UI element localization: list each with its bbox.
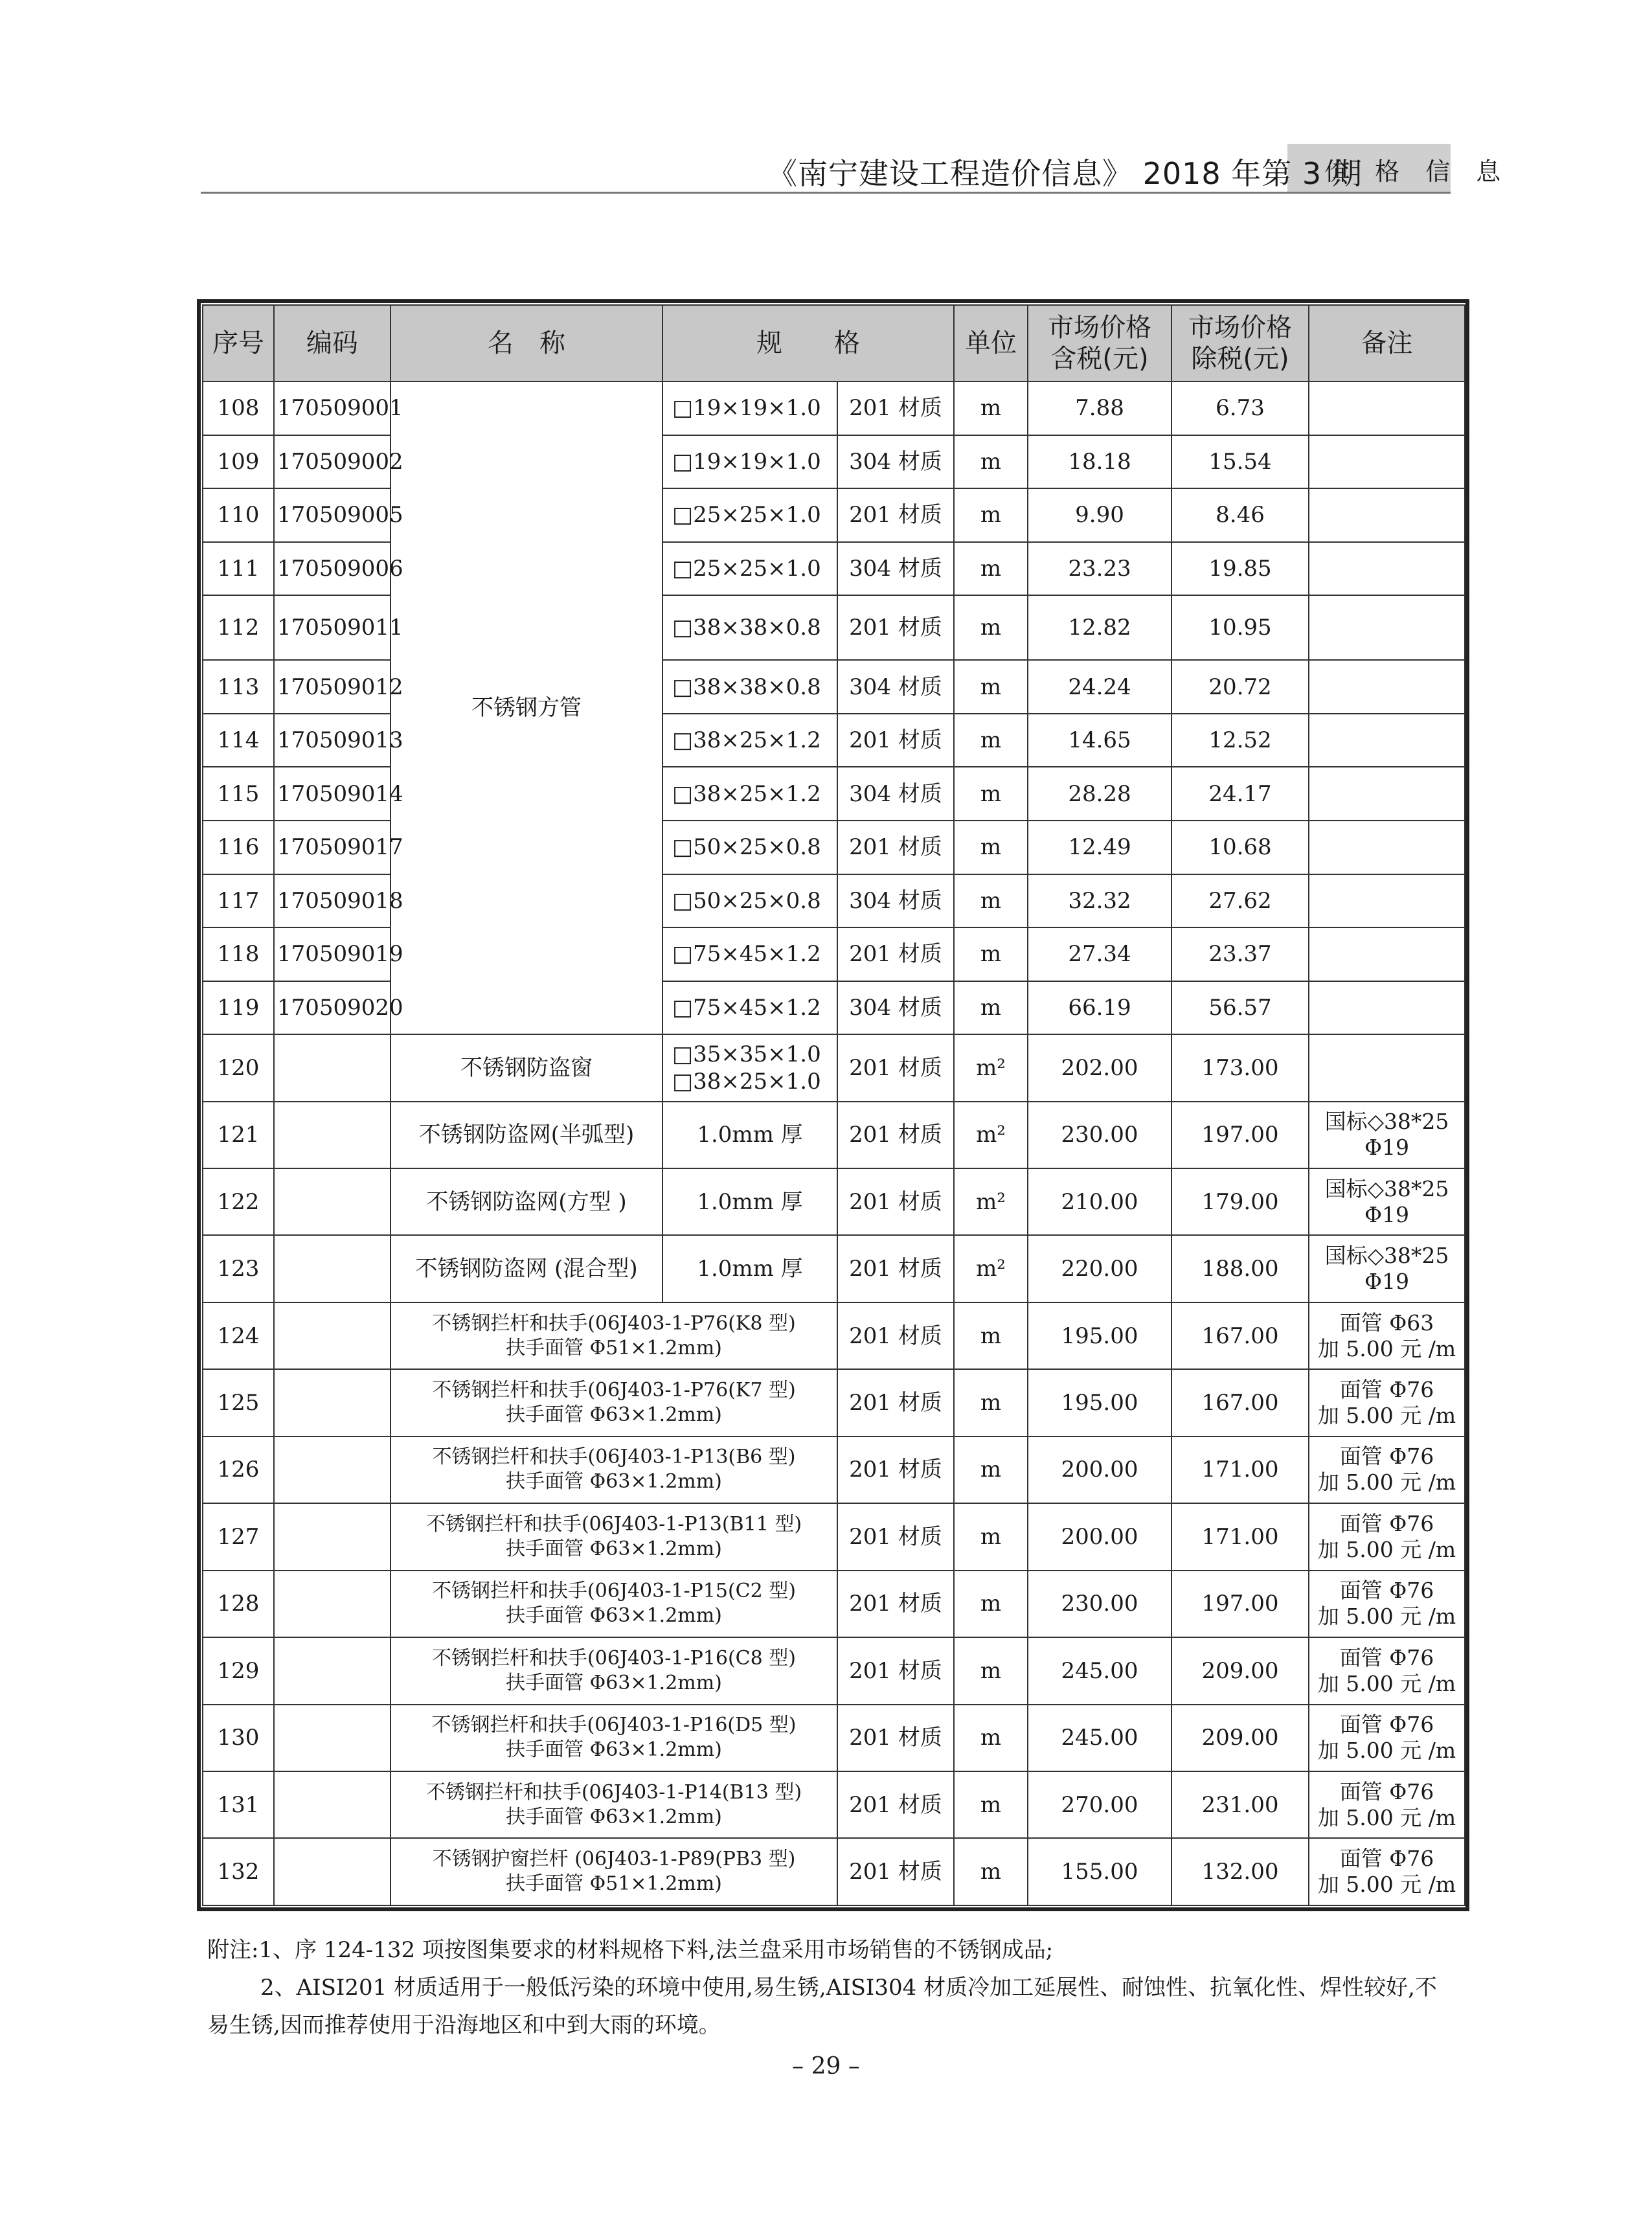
row-no: 123 [203,1235,274,1302]
row-material: 201 材质 [837,1637,954,1704]
row-unit: m [954,660,1028,714]
row-remark-line: 加 5.00 元 /m [1317,1804,1456,1830]
row-code: 170509019 [274,927,390,981]
row-spec: □75×45×1.2 [662,981,837,1035]
row-price-notax: 171.00 [1171,1437,1309,1503]
col-header-name: 名 称 [390,305,662,381]
row-name: 不锈钢防盗窗 [390,1034,662,1101]
row-remark [1309,1235,1465,1302]
footnotes [207,1931,1457,2044]
row-remark-line: 国标◇38*25 [1324,1243,1449,1269]
row-no: 120 [203,1034,274,1101]
row-price-notax: 10.95 [1171,595,1309,660]
row-material: 201 材质 [837,714,954,767]
row-name-line: 不锈钢拦杆和扶手(06J403-1-P15(C2 型) [432,1580,796,1603]
row-remark-line: 面管 Φ76 [1339,1778,1434,1804]
row-price-notax: 209.00 [1171,1637,1309,1704]
row-no: 121 [203,1102,274,1168]
row-price-tax: 230.00 [1028,1102,1171,1168]
row-remark [1309,381,1465,435]
table-row [203,1705,1465,1771]
row-unit: m [954,1302,1028,1369]
row-unit: m [954,981,1028,1035]
table-row [203,1771,1465,1838]
row-remark [1309,821,1465,874]
row-spec: 1.0mm 厚 [662,1102,837,1168]
row-unit: m [954,381,1028,435]
row-code: 170509014 [274,767,390,821]
row-remark [1309,1034,1465,1101]
row-price-notax: 173.00 [1171,1034,1309,1101]
row-code [274,1437,390,1503]
row-remark-line: 加 5.00 元 /m [1317,1738,1456,1764]
row-price-notax: 167.00 [1171,1369,1309,1436]
row-remark [1309,1771,1465,1838]
row-price-notax: 179.00 [1171,1168,1309,1235]
row-price-tax: 155.00 [1028,1838,1171,1905]
row-remark-line: 面管 Φ76 [1339,1377,1434,1403]
row-unit: m² [954,1034,1028,1101]
row-spec: □50×25×0.8 [662,821,837,874]
row-remark-line: 面管 Φ76 [1339,1578,1434,1604]
row-remark [1309,1705,1465,1771]
table-row [203,1034,1465,1101]
row-name-line: 扶手面管 Φ63×1.2mm) [506,1738,722,1762]
page-number: – 29 – [792,2053,860,2080]
row-price-tax: 230.00 [1028,1571,1171,1637]
row-price-notax: 12.52 [1171,714,1309,767]
row-name-line: 不锈钢拦杆和扶手(06J403-1-P76(K8 型) [432,1312,796,1335]
row-no: 125 [203,1369,274,1436]
row-remark-line: 面管 Φ76 [1339,1510,1434,1536]
table-row [203,1235,1465,1302]
row-price-tax: 195.00 [1028,1302,1171,1369]
row-unit: m [954,542,1028,596]
row-material: 201 材质 [837,1503,954,1570]
row-unit: m² [954,1102,1028,1168]
row-code: 170509012 [274,660,390,714]
row-material: 304 材质 [837,435,954,489]
row-name-line: 扶手面管 Φ51×1.2mm) [506,1872,722,1896]
row-spec: 1.0mm 厚 [662,1168,837,1235]
row-price-tax: 200.00 [1028,1437,1171,1503]
row-unit: m² [954,1168,1028,1235]
row-unit: m [954,927,1028,981]
row-material: 201 材质 [837,1838,954,1905]
col-header-remark: 备注 [1309,305,1465,381]
row-name [390,1503,837,1570]
table-header-row [203,305,1465,381]
row-material: 201 材质 [837,927,954,981]
row-remark-line: Φ19 [1364,1201,1410,1227]
row-unit: m [954,1571,1028,1637]
row-remark-line: 面管 Φ63 [1339,1310,1434,1335]
row-remark-line: 加 5.00 元 /m [1317,1335,1456,1361]
row-spec-line: □35×35×1.0 [672,1041,821,1067]
row-price-tax: 202.00 [1028,1034,1171,1101]
row-remark-line: 面管 Φ76 [1339,1444,1434,1470]
row-material: 201 材质 [837,488,954,542]
row-spec: □25×25×1.0 [662,542,837,596]
row-no: 114 [203,714,274,767]
row-no: 124 [203,1302,274,1369]
row-name: 不锈钢防盗网(方型 ) [390,1168,662,1235]
row-remark [1309,1437,1465,1503]
publication-title: 《南宁建设工程造价信息》 2018 年第 3 期 [767,156,1363,191]
row-name-line: 扶手面管 Φ63×1.2mm) [506,1671,722,1694]
row-remark-line: Φ19 [1364,1269,1410,1295]
row-name [390,1705,837,1771]
col-header-spec: 规 格 [662,305,954,381]
row-material: 201 材质 [837,821,954,874]
row-code [274,1034,390,1101]
note-line: 易生锈,因而推荐使用于沿海地区和中到大雨的环境。 [207,2012,721,2038]
row-no: 116 [203,821,274,874]
row-spec [662,1034,837,1101]
row-spec: □38×38×0.8 [662,595,837,660]
row-remark [1309,874,1465,928]
row-remark [1309,1637,1465,1704]
row-remark-line: 面管 Φ76 [1339,1644,1434,1670]
row-remark-line: 加 5.00 元 /m [1317,1470,1456,1495]
row-name [390,1571,837,1637]
col-header-no: 序号 [203,305,274,381]
col-header-price-notax: 市场价格 除税(元) [1171,305,1309,381]
row-code [274,1168,390,1235]
row-code: 170509006 [274,542,390,596]
table-row [203,1838,1465,1905]
row-price-tax: 28.28 [1028,767,1171,821]
row-price-notax: 27.62 [1171,874,1309,928]
row-name: 不锈钢防盗网(半弧型) [390,1102,662,1168]
row-price-tax: 12.82 [1028,595,1171,660]
row-material: 304 材质 [837,542,954,596]
col-header-code: 编码 [274,305,390,381]
row-unit: m [954,1838,1028,1905]
row-code [274,1503,390,1570]
row-remark-line: Φ19 [1364,1135,1410,1161]
row-code: 170509013 [274,714,390,767]
row-spec: □38×25×1.2 [662,714,837,767]
row-name-line: 不锈钢护窗拦杆 (06J403-1-P89(PB3 型) [432,1848,796,1871]
row-unit: m [954,1503,1028,1570]
row-name [390,1437,837,1503]
row-price-notax: 231.00 [1171,1771,1309,1838]
table-row [203,1571,1465,1637]
row-material: 201 材质 [837,1437,954,1503]
section-label: 价 格 信 息 [1324,157,1510,186]
row-code: 170509005 [274,488,390,542]
table-row [203,381,1465,435]
row-price-notax: 132.00 [1171,1838,1309,1905]
row-code [274,1571,390,1637]
row-no: 118 [203,927,274,981]
row-name [390,1838,837,1905]
row-no: 130 [203,1705,274,1771]
row-remark [1309,1503,1465,1570]
row-remark [1309,595,1465,660]
row-remark [1309,542,1465,596]
row-unit: m [954,874,1028,928]
note-line: 附注:1、序 124-132 项按图集要求的材料规格下料,法兰盘采用市场销售的不锈钢成品; [207,1937,1054,1963]
row-name-line: 扶手面管 Φ51×1.2mm) [506,1336,722,1359]
row-unit: m [954,1637,1028,1704]
row-code: 170509011 [274,595,390,660]
row-name [390,1369,837,1436]
row-remark [1309,1102,1465,1168]
row-code [274,1705,390,1771]
row-no: 127 [203,1503,274,1570]
row-code [274,1235,390,1302]
row-code [274,1102,390,1168]
row-code [274,1637,390,1704]
row-material: 201 材质 [837,1168,954,1235]
row-material: 304 材质 [837,660,954,714]
row-name-line: 扶手面管 Φ63×1.2mm) [506,1805,722,1828]
row-name-line: 不锈钢拦杆和扶手(06J403-1-P13(B6 型) [432,1446,796,1469]
row-price-notax: 197.00 [1171,1571,1309,1637]
row-unit: m [954,821,1028,874]
row-spec: □38×25×1.2 [662,767,837,821]
row-name [390,1302,837,1369]
row-price-notax: 6.73 [1171,381,1309,435]
row-remark [1309,1302,1465,1369]
row-no: 112 [203,595,274,660]
row-remark [1309,660,1465,714]
row-price-notax: 188.00 [1171,1235,1309,1302]
row-remark-line: 加 5.00 元 /m [1317,1604,1456,1630]
row-price-tax: 9.90 [1028,488,1171,542]
row-name-line: 扶手面管 Φ63×1.2mm) [506,1403,722,1427]
row-name-line: 不锈钢拦杆和扶手(06J403-1-P16(D5 型) [431,1714,797,1737]
row-name-line: 不锈钢拦杆和扶手(06J403-1-P16(C8 型) [432,1646,796,1670]
row-no: 108 [203,381,274,435]
row-remark-line: 面管 Φ76 [1339,1712,1434,1738]
row-remark-line: 加 5.00 元 /m [1317,1670,1456,1696]
row-price-notax: 167.00 [1171,1302,1309,1369]
row-price-notax: 19.85 [1171,542,1309,596]
table-row [203,1102,1465,1168]
row-price-tax: 27.34 [1028,927,1171,981]
row-price-tax: 245.00 [1028,1637,1171,1704]
row-remark [1309,1838,1465,1905]
row-price-tax: 14.65 [1028,714,1171,767]
row-no: 129 [203,1637,274,1704]
row-spec: □19×19×1.0 [662,381,837,435]
table-row [203,1637,1465,1704]
row-name [390,1637,837,1704]
row-unit: m [954,1369,1028,1436]
row-remark [1309,435,1465,489]
row-no: 119 [203,981,274,1035]
row-price-notax: 15.54 [1171,435,1309,489]
row-price-tax: 210.00 [1028,1168,1171,1235]
row-code: 170509002 [274,435,390,489]
row-unit: m [954,595,1028,660]
row-name [390,1771,837,1838]
row-spec: □50×25×0.8 [662,874,837,928]
col-header-unit: 单位 [954,305,1028,381]
row-price-tax: 32.32 [1028,874,1171,928]
table-row [203,1302,1465,1369]
row-remark-line: 加 5.00 元 /m [1317,1536,1456,1562]
row-spec: □19×19×1.0 [662,435,837,489]
row-no: 109 [203,435,274,489]
row-no: 115 [203,767,274,821]
row-material: 201 材质 [837,595,954,660]
table-row [203,1369,1465,1436]
table-row [203,1437,1465,1503]
row-spec-line: □38×25×1.0 [672,1068,821,1095]
row-code [274,1838,390,1905]
row-price-notax: 171.00 [1171,1503,1309,1570]
row-price-notax: 10.68 [1171,821,1309,874]
row-remark [1309,488,1465,542]
row-unit: m [954,488,1028,542]
row-unit: m [954,714,1028,767]
row-price-tax: 12.49 [1028,821,1171,874]
row-price-tax: 220.00 [1028,1235,1171,1302]
price-table [202,304,1465,1906]
row-remark-line: 加 5.00 元 /m [1317,1403,1456,1429]
row-price-notax: 209.00 [1171,1705,1309,1771]
row-price-notax: 56.57 [1171,981,1309,1035]
row-material: 201 材质 [837,381,954,435]
row-name-line: 扶手面管 Φ63×1.2mm) [506,1604,722,1628]
row-remark [1309,1168,1465,1235]
row-remark-line: 加 5.00 元 /m [1317,1872,1456,1898]
row-code [274,1771,390,1838]
header-rule [201,192,1451,194]
row-material: 304 材质 [837,767,954,821]
row-no: 117 [203,874,274,928]
row-remark [1309,1571,1465,1637]
row-price-notax: 23.37 [1171,927,1309,981]
row-price-tax: 66.19 [1028,981,1171,1035]
row-no: 111 [203,542,274,596]
row-price-notax: 8.46 [1171,488,1309,542]
row-material: 304 材质 [837,874,954,928]
row-remark-line: 国标◇38*25 [1324,1109,1449,1135]
row-spec: □25×25×1.0 [662,488,837,542]
note-line: 2、AISI201 材质适用于一般低污染的环境中使用,易生锈,AISI304 材质冷加工延展性、耐蚀性、抗氧化性、焊性较好,不 [260,1975,1437,2001]
row-code: 170509017 [274,821,390,874]
col-header-price-tax: 市场价格 含税(元) [1028,305,1171,381]
row-code: 170509020 [274,981,390,1035]
row-spec: 1.0mm 厚 [662,1235,837,1302]
row-remark [1309,767,1465,821]
row-no: 110 [203,488,274,542]
row-remark-line: 国标◇38*25 [1324,1175,1449,1201]
row-unit: m [954,435,1028,489]
row-material: 304 材质 [837,981,954,1035]
row-remark [1309,714,1465,767]
row-spec: □38×38×0.8 [662,660,837,714]
row-code: 170509001 [274,381,390,435]
row-material: 201 材质 [837,1369,954,1436]
row-price-tax: 7.88 [1028,381,1171,435]
row-no: 131 [203,1771,274,1838]
row-price-notax: 197.00 [1171,1102,1309,1168]
row-material: 201 材质 [837,1571,954,1637]
row-name-line: 不锈钢拦杆和扶手(06J403-1-P13(B11 型) [425,1512,802,1536]
row-price-tax: 200.00 [1028,1503,1171,1570]
row-no: 126 [203,1437,274,1503]
row-name-line: 不锈钢拦杆和扶手(06J403-1-P14(B13 型) [425,1780,802,1804]
row-no: 132 [203,1838,274,1905]
row-material: 201 材质 [837,1705,954,1771]
row-name: 不锈钢防盗网 (混合型) [390,1235,662,1302]
row-material: 201 材质 [837,1102,954,1168]
row-remark [1309,981,1465,1035]
row-material: 201 材质 [837,1302,954,1369]
row-no: 113 [203,660,274,714]
row-code: 170509018 [274,874,390,928]
row-code [274,1302,390,1369]
row-price-tax: 195.00 [1028,1369,1171,1436]
row-price-tax: 245.00 [1028,1705,1171,1771]
table-row [203,1168,1465,1235]
row-remark [1309,927,1465,981]
row-price-tax: 18.18 [1028,435,1171,489]
row-unit: m [954,767,1028,821]
row-price-tax: 270.00 [1028,1771,1171,1838]
row-price-tax: 24.24 [1028,660,1171,714]
row-unit: m² [954,1235,1028,1302]
row-name-line: 扶手面管 Φ63×1.2mm) [506,1537,722,1560]
row-unit: m [954,1437,1028,1503]
row-name-line: 不锈钢拦杆和扶手(06J403-1-P76(K7 型) [432,1379,796,1402]
row-unit: m [954,1771,1028,1838]
row-remark-line: 面管 Φ76 [1339,1846,1434,1872]
row-material: 201 材质 [837,1771,954,1838]
row-price-notax: 20.72 [1171,660,1309,714]
row-no: 122 [203,1168,274,1235]
row-unit: m [954,1705,1028,1771]
row-price-notax: 24.17 [1171,767,1309,821]
row-no: 128 [203,1571,274,1637]
row-material: 201 材质 [837,1235,954,1302]
row-remark [1309,1369,1465,1436]
row-price-tax: 23.23 [1028,542,1171,596]
row-spec: □75×45×1.2 [662,927,837,981]
row-material: 201 材质 [837,1034,954,1101]
row-code [274,1369,390,1436]
row-name-line: 扶手面管 Φ63×1.2mm) [506,1470,722,1493]
running-header [201,144,1510,196]
row-name: 不锈钢方管 [390,381,662,1034]
table-row [203,1503,1465,1570]
